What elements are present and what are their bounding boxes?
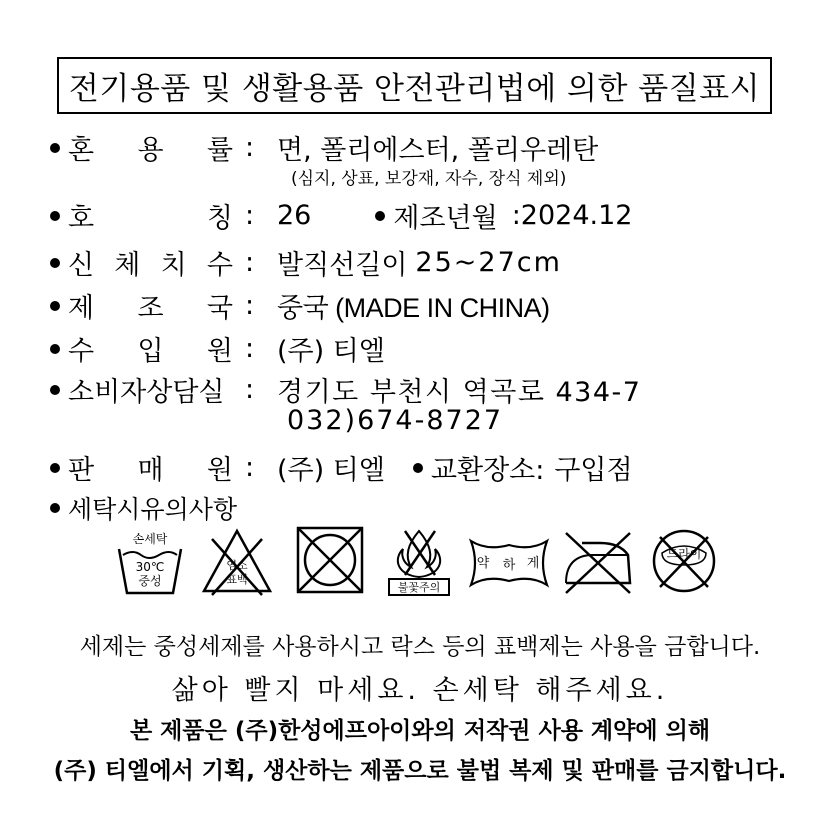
row-size xyxy=(50,196,632,235)
colon: : xyxy=(245,132,255,163)
date-colon: : xyxy=(511,200,521,231)
foot-length-label: 발직선길이 xyxy=(277,250,408,281)
bullet-icon xyxy=(50,385,60,395)
value-body-size: 25~27cm xyxy=(415,247,562,278)
gentle-wring-icon xyxy=(467,535,551,591)
care-icons xyxy=(115,525,725,605)
bullet-icon xyxy=(50,463,60,473)
label-consumer-center: 소비자상담실 xyxy=(68,377,225,408)
bullet-icon xyxy=(413,463,423,473)
value-material: 면, 폴리에스터, 폴리우레탄 xyxy=(277,135,599,166)
row-country xyxy=(50,286,550,325)
date-label: 제조년월 xyxy=(393,203,498,234)
no-bleach-icon xyxy=(200,525,274,597)
colon: : xyxy=(245,247,255,278)
svg-text:염소: 염소 xyxy=(226,559,248,572)
label-washing: 세탁시유의사항 xyxy=(68,495,238,524)
hand-wash-icon xyxy=(115,525,185,597)
value-phone: 032)674-8727 xyxy=(287,405,504,436)
dry-clean-icon xyxy=(648,525,720,597)
no-ironing-icon xyxy=(560,525,636,597)
exchange-value: 구입점 xyxy=(554,455,633,486)
svg-text:표백: 표백 xyxy=(226,573,248,586)
bullet-icon xyxy=(50,211,60,221)
svg-text:30℃: 30℃ xyxy=(135,560,165,574)
row-seller xyxy=(50,448,633,487)
svg-text:게: 게 xyxy=(526,556,540,571)
label-body-size: 신 체 치 수 xyxy=(68,250,233,281)
row-washing xyxy=(50,490,237,526)
colon: : xyxy=(245,452,255,483)
svg-text:불꽃주의: 불꽃주의 xyxy=(397,581,441,594)
svg-text:중성: 중성 xyxy=(138,574,162,588)
colon: : xyxy=(245,374,255,405)
title-box xyxy=(57,57,772,114)
colon: : xyxy=(245,290,255,321)
value-country: 중국 (MADE IN CHINA) xyxy=(277,293,550,323)
material-exclusion-note: (심지, 상표, 보강재, 자수, 장식 제외) xyxy=(291,169,567,189)
bullet-icon xyxy=(50,258,60,268)
bullet-icon xyxy=(50,143,60,153)
detergent-note: 세제는 중성세제를 사용하시고 락스 등의 표백제는 사용을 금합니다. xyxy=(79,634,761,660)
page-title: 전기용품 및 생활용품 안전관리법에 의한 품질표시 xyxy=(68,71,761,107)
exchange-label: 교환장소: xyxy=(430,455,545,486)
svg-text:하: 하 xyxy=(502,558,516,573)
colon: : xyxy=(245,333,255,364)
colon: : xyxy=(245,200,255,231)
copyright-note-2: (주) 티엘에서 기획, 생산하는 제품으로 불법 복제 및 판매를 금지합니다. xyxy=(53,758,787,784)
exchange-place xyxy=(413,448,633,487)
bullet-icon xyxy=(50,344,60,354)
bullet-icon xyxy=(50,503,60,513)
flame-caution-icon xyxy=(383,525,455,597)
label-importer: 수 입 원 xyxy=(68,336,233,367)
label-material: 혼 용 률 xyxy=(68,135,233,166)
date-value: 2024.12 xyxy=(520,200,633,231)
row-importer xyxy=(50,329,385,368)
svg-text:약: 약 xyxy=(476,556,490,571)
label-size: 호 칭 xyxy=(68,203,233,234)
value-importer: (주) 티엘 xyxy=(277,336,385,367)
value-size: 26 xyxy=(277,200,312,231)
svg-text:드라이: 드라이 xyxy=(666,547,702,561)
label-country: 제 조 국 xyxy=(68,293,233,324)
hand-wash-note: 삶아 빨지 마세요. 손세탁 해주세요. xyxy=(171,675,669,706)
row-material xyxy=(50,128,598,167)
value-seller: (주) 티엘 xyxy=(277,455,385,486)
value-address: 경기도 부천시 역곡로 434-7 xyxy=(277,377,642,408)
bullet-icon xyxy=(375,211,385,221)
svg-text:손세탁: 손세탁 xyxy=(132,532,168,546)
row-body-size xyxy=(50,243,562,282)
manufacture-date xyxy=(375,196,632,235)
label-seller: 판 매 원 xyxy=(68,455,233,486)
copyright-note-1: 본 제품은 (주)한성에프아이와의 저작권 사용 계약에 의해 xyxy=(129,718,711,744)
no-tumble-dry-icon xyxy=(295,525,365,595)
bullet-icon xyxy=(50,301,60,311)
row-consumer-center xyxy=(50,370,641,409)
